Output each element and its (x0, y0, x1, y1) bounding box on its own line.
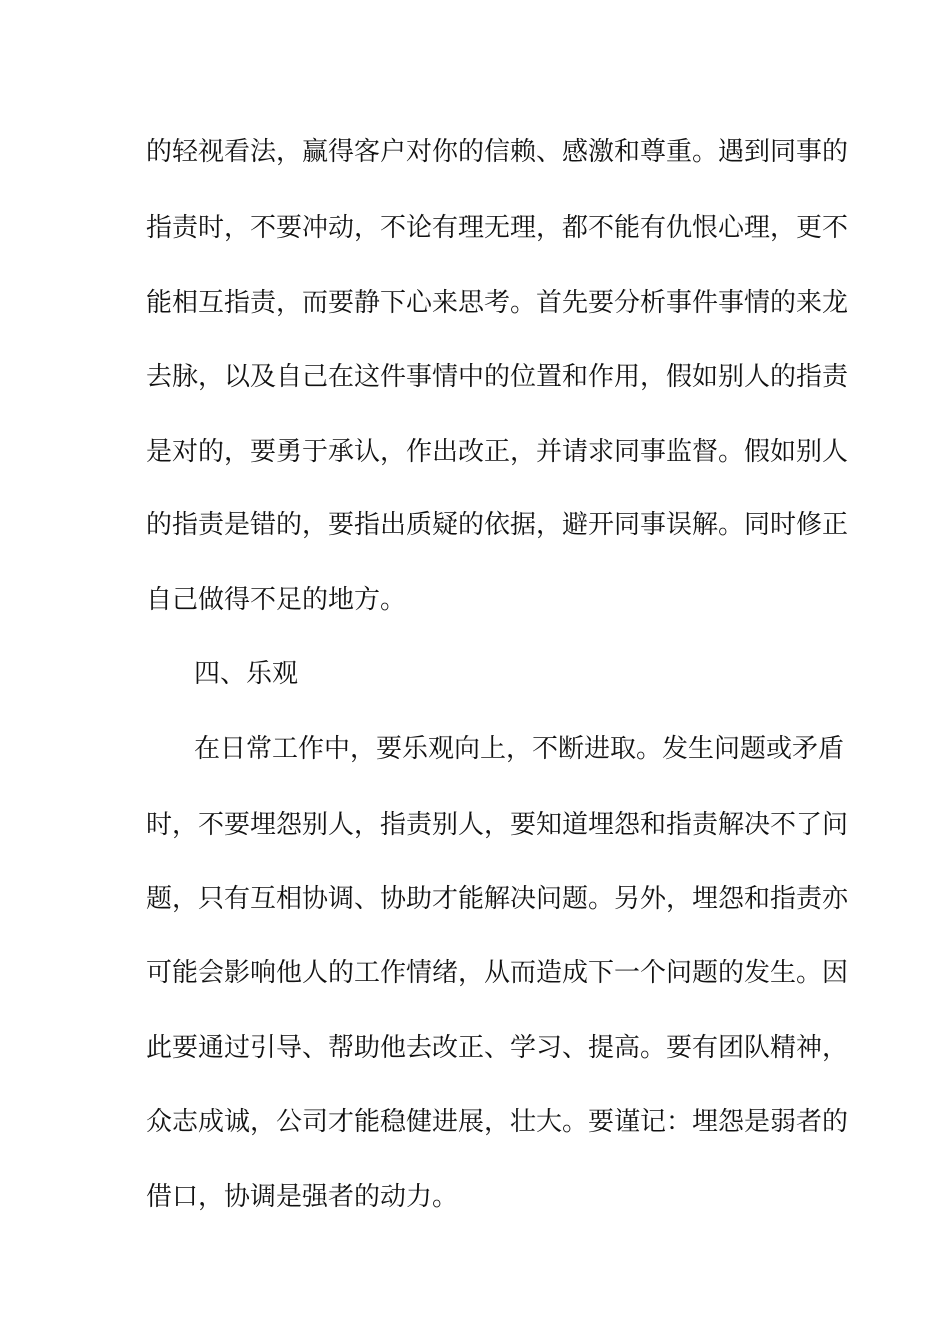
paragraph-line: 借口，协调是强者的动力。 (146, 1182, 459, 1212)
paragraph-line: 能相互指责，而要静下心来思考。首先要分析事件事情的来龙 (146, 288, 849, 318)
paragraph-line: 自己做得不足的地方。 (146, 585, 407, 615)
paragraph-line: 众志成诚，公司才能稳健进展，壮大。要谨记：埋怨是弱者的 (146, 1107, 849, 1137)
paragraph-line: 的指责是错的，要指出质疑的依据，避开同事误解。同时修正 (146, 510, 849, 540)
section-heading: 四、乐观 (194, 659, 299, 689)
paragraph-line: 去脉，以及自己在这件事情中的位置和作用，假如别人的指责 (146, 362, 849, 392)
paragraph-line: 指责时，不要冲动，不论有理无理，都不能有仇恨心理，更不 (146, 213, 849, 243)
paragraph-line: 在日常工作中，要乐观向上，不断进取。发生问题或矛盾 (194, 734, 845, 764)
paragraph-line: 题，只有互相协调、协助才能解决问题。另外，埋怨和指责亦 (146, 884, 849, 914)
paragraph-line: 的轻视看法，赢得客户对你的信赖、感激和尊重。遇到同事的 (146, 137, 849, 167)
paragraph-line: 此要通过引导、帮助他去改正、学习、提高。要有团队精神， (146, 1033, 849, 1063)
paragraph-line: 可能会影响他人的工作情绪，从而造成下一个问题的发生。因 (146, 958, 849, 988)
paragraph-line: 是对的，要勇于承认，作出改正，并请求同事监督。假如别人 (146, 437, 849, 467)
paragraph-line: 时，不要埋怨别人，指责别人，要知道埋怨和指责解决不了问 (146, 810, 849, 840)
